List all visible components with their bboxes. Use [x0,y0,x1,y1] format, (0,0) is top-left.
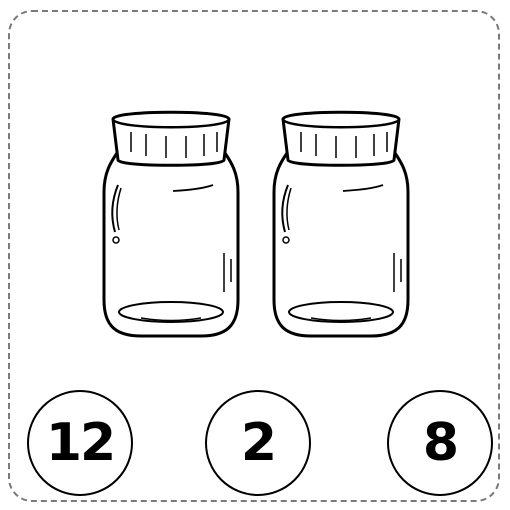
jar-icon [274,112,408,336]
answer-option-12[interactable]: 12 [27,390,133,496]
answer-option-8[interactable]: 8 [387,390,493,496]
jar-icon [104,112,238,336]
answer-option-2[interactable]: 2 [205,390,311,496]
